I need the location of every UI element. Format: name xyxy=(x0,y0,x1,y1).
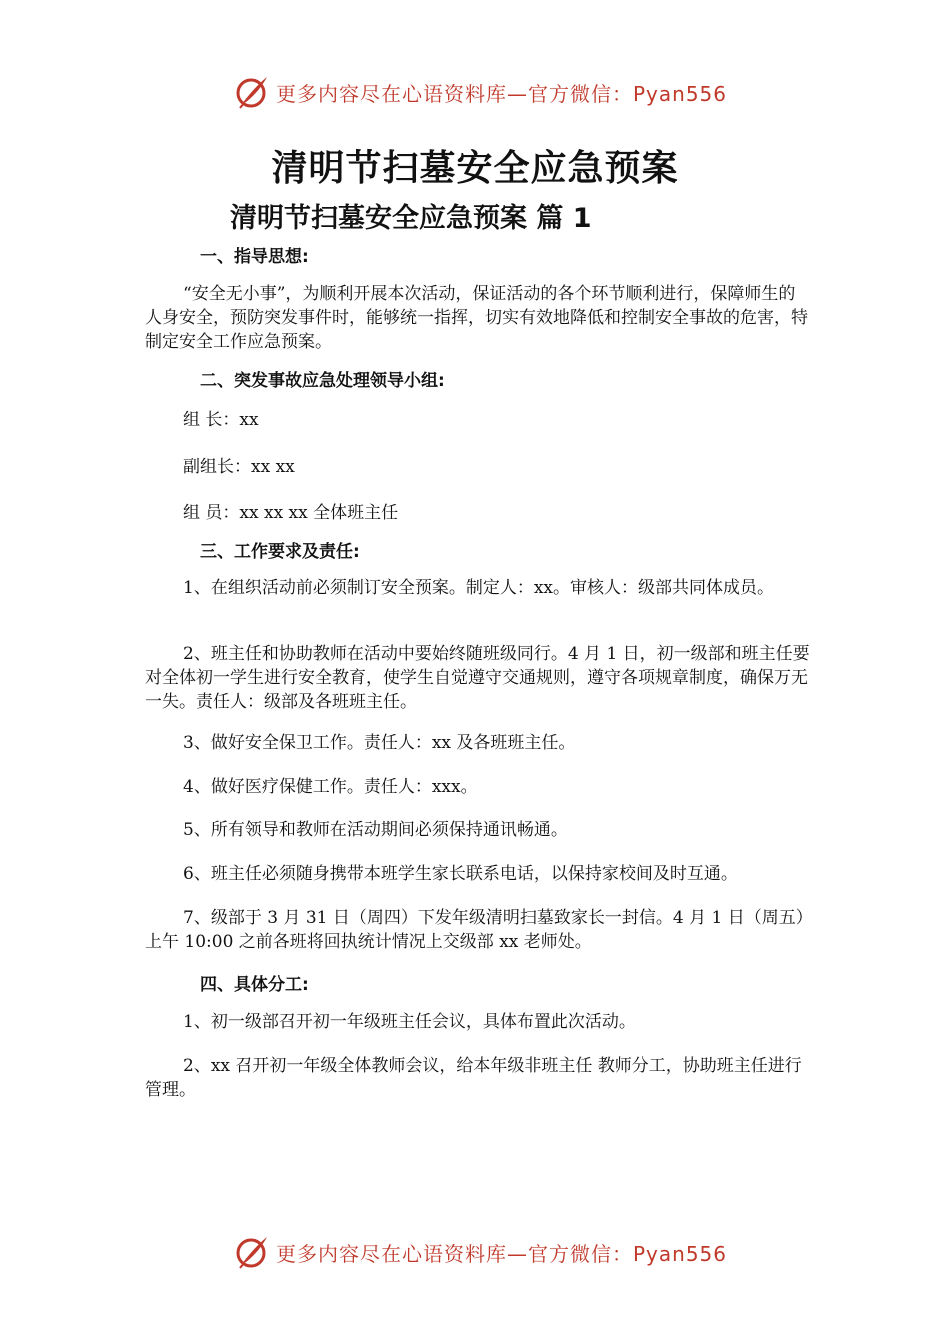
section-3-item: 1、在组织活动前必须制订安全预案。制定人：xx。审核人：级部共同体成员。 xyxy=(183,578,774,598)
document-subtitle: 清明节扫墓安全应急预案 篇 1 xyxy=(230,203,592,234)
quill-logo-icon xyxy=(234,74,270,110)
section-3-item: 2、班主任和协助教师在活动中要始终随班级同行。4 月 1 日，初一级部和班主任要对全体初一学生进行安全教育，使学生自觉遵守交通规则，遵守各项规章制度，确保万无一失。责任人：级部及各班班主任。 xyxy=(145,644,810,712)
section-2-heading: 二、突发事故应急处理领导小组: xyxy=(200,371,445,391)
leader-line: 组 长：xx xyxy=(183,410,259,430)
section-3-item: 5、所有领导和教师在活动期间必须保持通讯畅通。 xyxy=(183,820,568,840)
section-4-heading: 四、具体分工: xyxy=(200,975,309,995)
watermark-site: 更多内容尽在心语资料库— xyxy=(276,82,528,106)
section-3-item: 6、班主任必须随身携带本班学生家长联系电话，以保持家校间及时互通。 xyxy=(183,864,738,884)
watermark-wechat: 官方微信：Pyan556 xyxy=(528,82,728,106)
document-title: 清明节扫墓安全应急预案 xyxy=(271,148,679,189)
watermark-text xyxy=(276,1238,727,1267)
deputy-line: 副组长：xx xx xyxy=(183,457,295,477)
watermark-text xyxy=(276,78,727,107)
section-4-item: 1、初一级部召开初一年级班主任会议，具体布置此次活动。 xyxy=(183,1012,636,1032)
members-line: 组 员：xx xx xx 全体班主任 xyxy=(183,503,399,523)
section-1-heading: 一、指导思想: xyxy=(200,247,309,267)
section-1-paragraph: “安全无小事”，为顺利开展本次活动，保证活动的各个环节顺利进行，保障师生的人身安全，预防突发事件时，能够统一指挥，切实有效地降低和控制安全事故的危害，特制定安全工作应急预案。 xyxy=(145,284,808,352)
header-watermark xyxy=(0,72,950,112)
section-3-item: 3、做好安全保卫工作。责任人：xx 及各班班主任。 xyxy=(183,733,576,753)
section-3-heading: 三、工作要求及责任: xyxy=(200,542,360,562)
footer-watermark xyxy=(0,1232,950,1272)
section-3-item: 7、级部于 3 月 31 日（周四）下发年级清明扫墓致家长一封信。4 月 1 日（周五）上午 10:00 之前各班将回执统计情况上交级部 xx 老师处。 xyxy=(145,908,805,952)
section-4-item: 2、xx 召开初一年级全体教师会议，给本年级非班主任 教师分工，协助班主任进行管理。 xyxy=(145,1056,802,1100)
quill-logo-icon xyxy=(234,1234,270,1270)
section-3-item: 4、做好医疗保健工作。责任人：xxx。 xyxy=(183,777,478,797)
watermark-site: 更多内容尽在心语资料库— xyxy=(276,1242,528,1266)
watermark-wechat: 官方微信：Pyan556 xyxy=(528,1242,728,1266)
